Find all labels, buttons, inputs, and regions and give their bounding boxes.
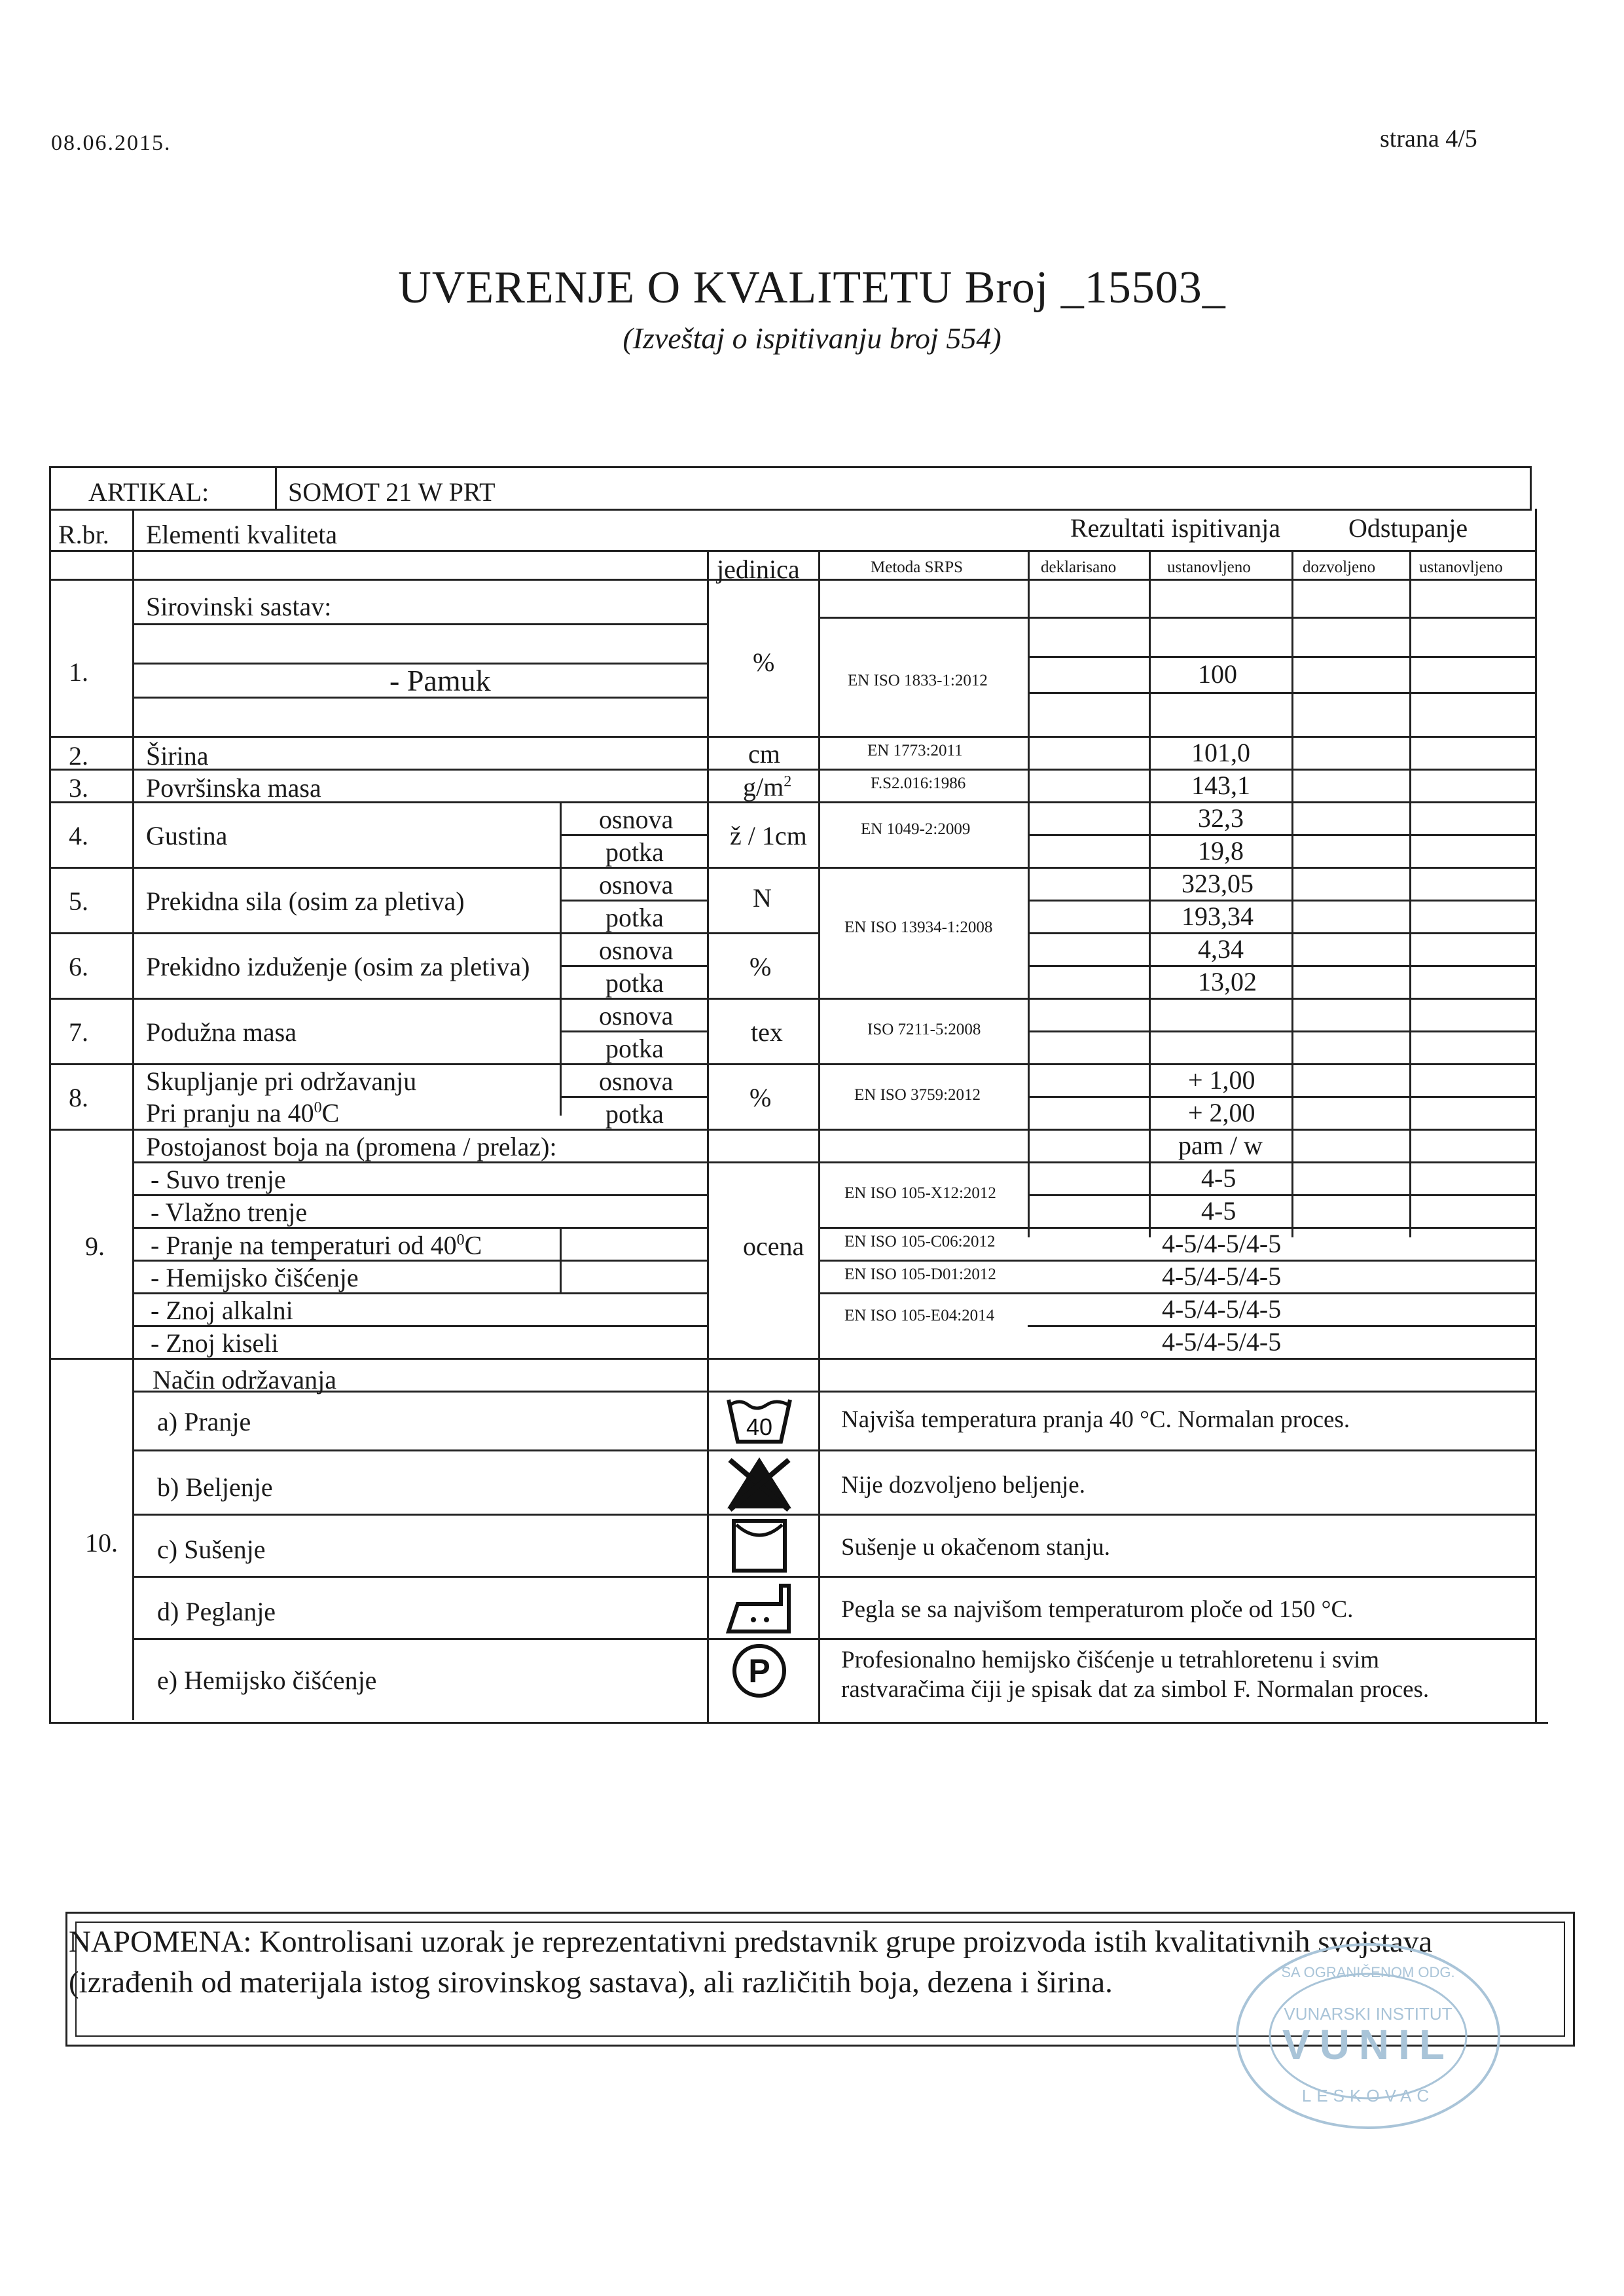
- care-item-desc: Profesionalno hemijsko čišćenje u tetrahloretenu i svim: [841, 1647, 1380, 1673]
- row4-potka: potka: [605, 837, 664, 867]
- dry-clean-p-icon: [730, 1641, 789, 1700]
- care-item-desc: Nije dozvoljeno beljenje.: [841, 1472, 1085, 1499]
- col-determined: ustanovljeno: [1167, 558, 1251, 576]
- row4-value-potka: 19,8: [1198, 836, 1244, 866]
- row2-unit: cm: [748, 739, 780, 769]
- row56-method: EN ISO 13934-1:2008: [844, 919, 993, 936]
- row9-item-value: 4-5/4-5/4-5: [1162, 1262, 1282, 1291]
- row2-num: 2.: [69, 741, 88, 771]
- care-item-desc: Pegla se sa najvišom temperaturom ploče od 150 °C.: [841, 1596, 1354, 1623]
- row9-item-value: 4-5: [1201, 1196, 1236, 1226]
- row7-method: ISO 7211-5:2008: [867, 1021, 981, 1038]
- row1-label: Sirovinski sastav:: [146, 592, 332, 621]
- row9-item-label: - Znoj alkalni: [151, 1296, 293, 1325]
- wash-40-icon: [723, 1394, 795, 1447]
- row9-num: 9.: [85, 1231, 105, 1261]
- row6-osnova: osnova: [599, 936, 674, 965]
- row8-method: EN ISO 3759:2012: [854, 1086, 981, 1104]
- row5-value-osnova: 323,05: [1182, 869, 1254, 898]
- row8-label2: Pri pranju na $40^0C$: [146, 1098, 340, 1128]
- row6-value-potka: 13,02: [1198, 967, 1257, 996]
- row7-unit: tex: [751, 1017, 783, 1047]
- col-deviation: Odstupanje: [1348, 513, 1468, 543]
- document-subtitle: (Izveštaj o ispitivanju broj 554): [623, 321, 1001, 355]
- row8-unit: %: [749, 1083, 772, 1112]
- page-number: strana 4/5: [1380, 125, 1477, 153]
- care-item-label: b) Beljenje: [157, 1472, 273, 1502]
- row8-label1: Skupljanje pri održavanju: [146, 1066, 417, 1096]
- row7-num: 7.: [69, 1017, 88, 1047]
- document-date: 08.06.2015.: [51, 131, 171, 155]
- row6-unit: %: [749, 952, 772, 981]
- row1-num: 1.: [69, 657, 88, 687]
- row9-item-label: - Suvo trenje: [151, 1165, 286, 1194]
- row9-item-value: 4-5: [1201, 1163, 1236, 1193]
- row9-item-value: 4-5/4-5/4-5: [1162, 1229, 1282, 1258]
- row6-potka: potka: [605, 968, 664, 998]
- svg-text:VUNARSKI INSTITUT: VUNARSKI INSTITUT: [1284, 2004, 1453, 2024]
- row7-potka: potka: [605, 1034, 664, 1063]
- row6-value-osnova: 4,34: [1198, 934, 1244, 964]
- row2-method: EN 1773:2011: [867, 742, 963, 759]
- col-rbr: R.br.: [58, 520, 109, 549]
- row5-label: Prekidna sila (osim za pletiva): [146, 886, 465, 916]
- row1-method: EN ISO 1833-1:2012: [848, 672, 988, 689]
- row2-label: Širina: [146, 741, 209, 771]
- note-line: NAPOMENA: Kontrolisani uzorak je reprezentativni predstavnik grupe proizvoda istih kvalitativnih svojstava: [69, 1925, 1433, 1959]
- row9-method: EN ISO 105-E04:2014: [844, 1307, 995, 1324]
- institute-stamp: [1231, 1938, 1506, 2134]
- row8-num: 8.: [69, 1083, 88, 1112]
- row9-method: EN ISO 105-X12:2012: [844, 1184, 996, 1202]
- row3-value: 143,1: [1191, 771, 1250, 800]
- care-item-desc: Sušenje u okačenom stanju.: [841, 1534, 1111, 1561]
- note-line: (izrađenih od materijala istog sirovinskog sastava), ali različitih boja, dezena i širina.: [69, 1965, 1113, 1999]
- article-label: ARTIKAL:: [88, 477, 209, 507]
- row4-osnova: osnova: [599, 805, 674, 834]
- svg-text:VUNIL: VUNIL: [1282, 2021, 1454, 2068]
- row8-value-osnova: + 1,00: [1188, 1065, 1255, 1095]
- col-declared: deklarisano: [1041, 558, 1117, 576]
- col-method: Metoda SRPS: [871, 558, 964, 576]
- col-results: Rezultati ispitivanja: [1070, 513, 1281, 543]
- col-determined2: ustanovljeno: [1419, 558, 1503, 576]
- row7-label: Podužna masa: [146, 1017, 297, 1047]
- line-dry-icon: [730, 1517, 789, 1575]
- row4-label: Gustina: [146, 821, 228, 850]
- row1-unit: %: [753, 647, 775, 677]
- row9-unit: ocena: [743, 1231, 804, 1261]
- care-item-label: d) Peglanje: [157, 1597, 276, 1626]
- svg-text:40: 40: [746, 1413, 773, 1440]
- row9-item-value: 4-5/4-5/4-5: [1162, 1294, 1282, 1324]
- row7-osnova: osnova: [599, 1001, 674, 1030]
- row8-potka: potka: [605, 1099, 664, 1129]
- iron-medium-icon: [723, 1579, 795, 1637]
- row3-label: Površinska masa: [146, 773, 321, 803]
- row9-item-label: - Vlažno trenje: [151, 1197, 308, 1227]
- svg-text:LESKOVAC: LESKOVAC: [1301, 2086, 1435, 2105]
- document-title: UVERENJE O KVALITETU Broj _15503_: [398, 263, 1226, 313]
- row5-value-potka: 193,34: [1182, 902, 1254, 931]
- care-item-desc: rastvaračima čiji je spisak dat za simbol F. Normalan proces.: [841, 1676, 1430, 1703]
- row9-method: EN ISO 105-D01:2012: [844, 1266, 996, 1283]
- col-elements: Elementi kvaliteta: [146, 520, 338, 549]
- svg-text:SA OGRANIČENOM ODG.: SA OGRANIČENOM ODG.: [1281, 1964, 1455, 1980]
- row10-num: 10.: [85, 1528, 118, 1558]
- row9-item-label: - Hemijsko čišćenje: [151, 1263, 359, 1292]
- row5-potka: potka: [605, 903, 664, 932]
- svg-text:P: P: [748, 1652, 770, 1689]
- quality-table: [49, 466, 1532, 1723]
- row3-method: F.S2.016:1986: [871, 774, 966, 792]
- article-value: SOMOT 21 W PRT: [288, 477, 496, 507]
- row4-value-osnova: 32,3: [1198, 803, 1244, 833]
- row4-method: EN 1049-2:2009: [861, 820, 971, 838]
- row4-unit: ž / 1cm: [730, 821, 807, 850]
- row6-num: 6.: [69, 952, 88, 981]
- row5-osnova: osnova: [599, 870, 674, 900]
- row8-osnova: osnova: [599, 1066, 674, 1096]
- row9-item-label: - Pranje na temperaturi od $40^0C$: [151, 1230, 482, 1260]
- row10-label: Način održavanja: [153, 1365, 336, 1394]
- row9-method: EN ISO 105-C06:2012: [844, 1233, 996, 1250]
- col-unit: jedinica: [717, 555, 800, 584]
- no-bleach-icon: [723, 1453, 795, 1512]
- row9-label: Postojanost boja na (promena / prelaz):: [146, 1132, 557, 1161]
- care-item-label: a) Pranje: [157, 1407, 251, 1436]
- care-item-label: c) Sušenje: [157, 1535, 266, 1564]
- row2-value: 101,0: [1191, 738, 1250, 767]
- row9-item-value: 4-5/4-5/4-5: [1162, 1327, 1282, 1357]
- row5-num: 5.: [69, 886, 88, 916]
- row6-label: Prekidno izduženje (osim za pletiva): [146, 952, 530, 981]
- row9-item-label: - Znoj kiseli: [151, 1328, 279, 1358]
- row5-unit: N: [753, 883, 772, 913]
- row3-num: 3.: [69, 773, 88, 803]
- row9-head-value: pam / w: [1178, 1131, 1263, 1160]
- row8-value-potka: + 2,00: [1188, 1098, 1255, 1127]
- care-item-label: e) Hemijsko čišćenje: [157, 1666, 377, 1695]
- row1-sub: - Pamuk: [389, 664, 491, 697]
- row3-unit: $g/m^2$: [743, 772, 792, 802]
- row1-value: 100: [1198, 659, 1237, 689]
- col-allowed: dozvoljeno: [1303, 558, 1376, 576]
- care-item-desc: Najviša temperatura pranja 40 °C. Normalan proces.: [841, 1406, 1350, 1433]
- row4-num: 4.: [69, 821, 88, 850]
